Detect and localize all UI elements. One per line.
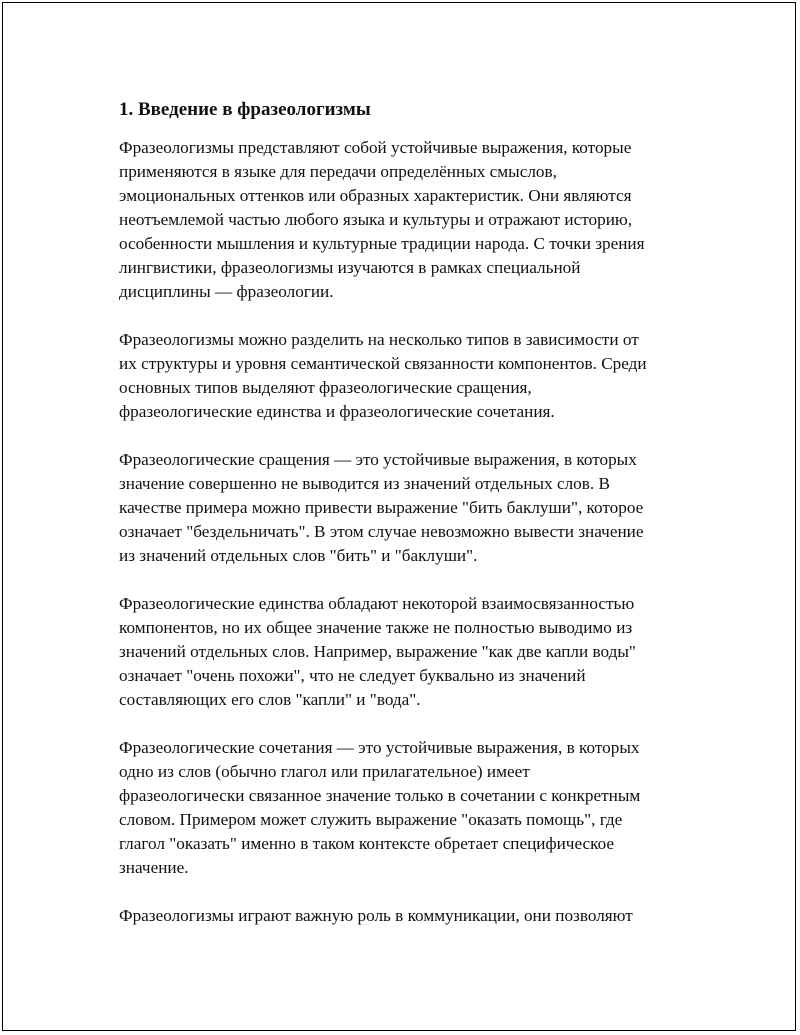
paragraph-2 [119, 328, 699, 424]
text-line: основных типов выделяют фразеологические сращения, [119, 378, 532, 397]
paragraph-3 [119, 448, 699, 568]
document-body [119, 98, 699, 952]
text-line: качестве примера можно привести выражение "бить баклуши", которое [119, 498, 644, 517]
text-line: означает "очень похожи", что не следует буквально из значений [119, 666, 586, 685]
text-line: словом. Примером может служить выражение "оказать помощь", где [119, 810, 623, 829]
text-line: применяются в языке для передачи определённых смыслов, [119, 162, 557, 181]
section-heading: 1. Введение в фразеологизмы [119, 99, 371, 120]
text-line: означает "бездельничать". В этом случае невозможно вывести значение [119, 522, 644, 541]
text-line: составляющих его слов "капли" и "вода". [119, 690, 421, 709]
document-page [2, 2, 796, 1031]
text-line: значение. [119, 858, 189, 877]
text-line: из значений отдельных слов "бить" и "баклуши". [119, 546, 478, 565]
text-line: неотъемлемой частью любого языка и культуры и отражают историю, [119, 210, 633, 229]
text-line: фразеологические единства и фразеологические сочетания. [119, 402, 555, 421]
text-line: глагол "оказать" именно в таком контексте обретает специфическое [119, 834, 615, 853]
text-line: Фразеологические единства обладают некоторой взаимосвязанностью [119, 594, 635, 613]
text-line: их структуры и уровня семантической связанности компонентов. Среди [119, 354, 647, 373]
text-line: лингвистики, фразеологизмы изучаются в рамках специальной [119, 258, 581, 277]
text-line: фразеологически связанное значение только в сочетании с конкретным [119, 786, 641, 805]
text-line: значение совершенно не выводится из значений отдельных слов. В [119, 474, 610, 493]
text-line: дисциплины — фразеологии. [119, 282, 334, 301]
paragraph-1 [119, 136, 699, 304]
paragraph-4 [119, 592, 699, 712]
text-line: Фразеологические сращения — это устойчивые выражения, в которых [119, 450, 637, 469]
text-line: Фразеологические сочетания — это устойчивые выражения, в которых [119, 738, 640, 757]
text-line: особенности мышления и культурные традиции народа. С точки зрения [119, 234, 645, 253]
paragraph-6 [119, 904, 699, 928]
text-line: компонентов, но их общее значение также не полностью выводимо из [119, 618, 633, 637]
text-line: эмоциональных оттенков или образных характеристик. Они являются [119, 186, 632, 205]
text-line: Фразеологизмы играют важную роль в коммуникации, они позволяют [119, 906, 633, 925]
text-line: значений отдельных слов. Например, выражение "как две капли воды" [119, 642, 636, 661]
text-line: Фразеологизмы представляют собой устойчивые выражения, которые [119, 138, 632, 157]
paragraph-5 [119, 736, 699, 880]
text-line: одно из слов (обычно глагол или прилагательное) имеет [119, 762, 530, 781]
text-line: Фразеологизмы можно разделить на несколько типов в зависимости от [119, 330, 639, 349]
